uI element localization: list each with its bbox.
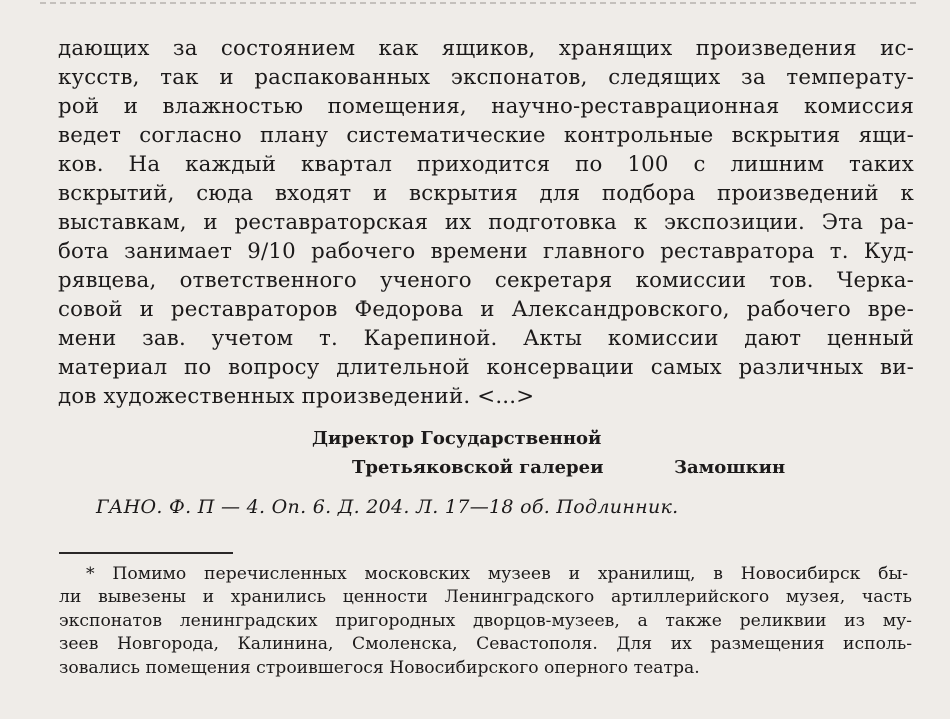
signature-title-line2: Третьяковской галереи — [352, 457, 604, 478]
main-text-line: рой и влажностью помещения, научно-реставрационная комиссия — [58, 94, 914, 119]
footnote-block — [59, 563, 912, 680]
footnote-separator — [59, 552, 233, 554]
main-text-line: выставкам, и реставраторская их подготовка к экспозиции. Эта ра- — [58, 210, 914, 235]
footnote-line: экспонатов ленинградских пригородных дворцов-музеев, а также реликвии из му- — [59, 610, 912, 631]
signature-title-line1: Директор Государственной — [312, 428, 602, 449]
main-text-line: бота занимает 9/10 рабочего времени главного реставратора т. Куд- — [58, 239, 914, 264]
main-text-line: дающих за состоянием как ящиков, хранящих произведения ис- — [58, 36, 914, 61]
top-edge-rule — [40, 2, 920, 4]
footnote-line: ли вывезены и хранились ценности Ленинградского артиллерийского музея, часть — [59, 587, 912, 608]
main-text-line: ведет согласно плану систематические контрольные вскрытия ящи- — [58, 123, 914, 148]
main-text-line: мени зав. учетом т. Карепиной. Акты комиссии дают ценный — [58, 326, 914, 351]
main-text-line: ков. На каждый квартал приходится по 100 с лишним таких — [58, 152, 914, 177]
main-text-line: рявцева, ответственного ученого секретаря комиссии тов. Черка- — [58, 268, 914, 293]
footnote-line: * Помимо перечисленных московских музеев и хранилищ, в Новосибирск бы- — [86, 564, 908, 584]
signature-name: Замошкин — [674, 457, 786, 478]
main-text-block — [58, 34, 914, 411]
main-text-line: совой и реставраторов Федорова и Александровского, рабочего вре- — [58, 297, 914, 322]
footnote-line: зеев Новгорода, Калинина, Смоленска, Севастополя. Для их размещения исполь- — [59, 634, 912, 655]
main-text-line: материал по вопросу длительной консервации самых различных ви- — [58, 355, 914, 380]
main-text-line: кусств, так и распакованных экспонатов, следящих за температу- — [58, 65, 914, 90]
main-text-line: вскрытий, сюда входят и вскрытия для подбора произведений к — [58, 181, 914, 206]
main-text-line: дов художественных произведений. <...> — [58, 384, 535, 409]
archive-reference: ГАНО. Ф. П — 4. Оп. 6. Д. 204. Л. 17—18 об. Подлинник. — [96, 496, 679, 518]
footnote-line: зовались помещения строившегося Новосибирского оперного театра. — [59, 657, 700, 678]
